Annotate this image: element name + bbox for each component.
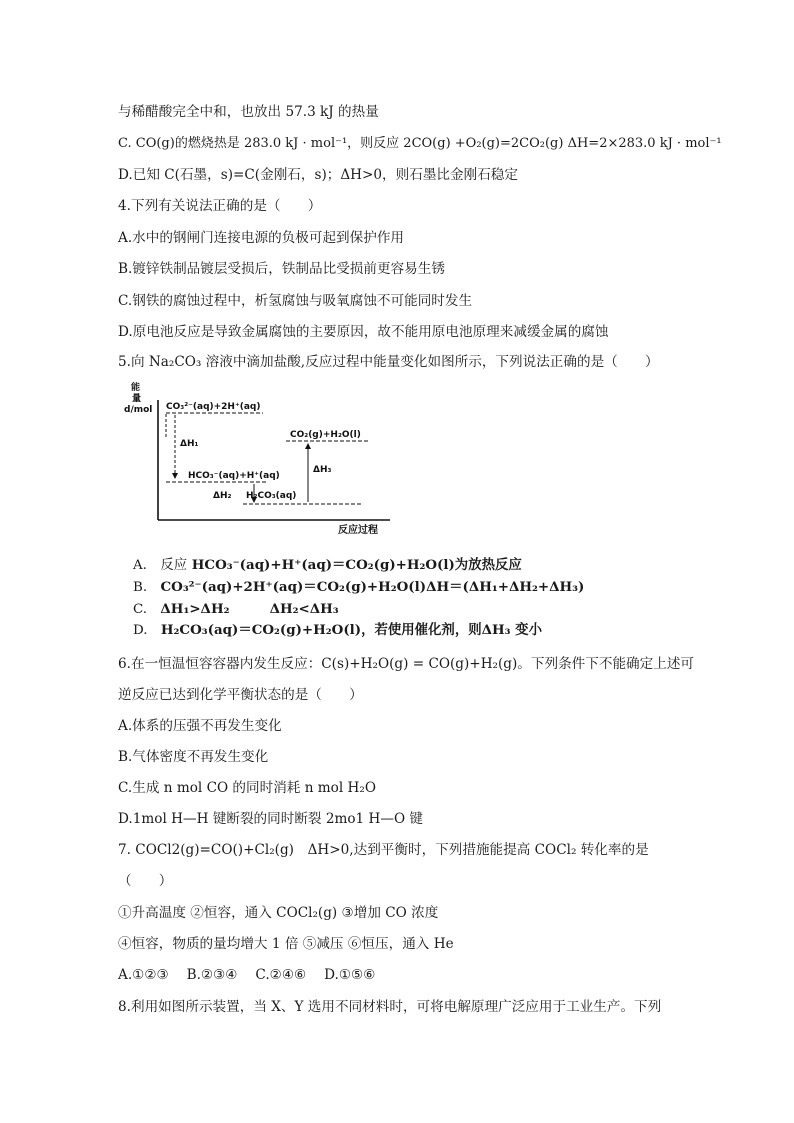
- question-7-conditions-1: ①升高温度 ②恒容，通入 COCl₂(g) ③增加 CO 浓度: [118, 905, 439, 921]
- y-axis-label-2: 量: [132, 394, 142, 404]
- question-8: 8.利用如图所示装置，当 X、Y 选用不同材料时，可将电解原理广泛应用于工业生产。下列: [118, 999, 662, 1015]
- y-axis-unit: d/mol: [124, 405, 153, 415]
- question-6: 6.在一恒温恒容容器内发生反应：C(s)+H₂O(g) = CO(g)+H₂(g)。下列条件下不能确定上述可: [118, 656, 695, 672]
- question-6-option-d: D.1mol H—H 键断裂的同时断裂 2mo1 H—O 键: [118, 811, 424, 827]
- question-4-option-c: C.钢铁的腐蚀过程中，析氢腐蚀与吸氧腐蚀不可能同时发生: [118, 293, 473, 309]
- question-7-conditions-2: ④恒容，物质的量均增大 1 倍 ⑤减压 ⑥恒压，通入 He: [118, 936, 454, 952]
- question-5-option-a: A. 反应 HCO₃⁻(aq)+H⁺(aq)＝CO₂(g)+H₂O(l)为放热反应: [133, 557, 522, 573]
- y-axis-label-1: 能: [131, 383, 141, 393]
- question-5: 5.向 Na₂CO₃ 溶液中滴加盐酸,反应过程中能量变化如图所示，下列说法正确的是（ ）: [118, 354, 659, 370]
- level-4-label: CO₂(g)+H₂O(l): [290, 430, 361, 440]
- question-6-option-b: B.气体密度不再发生变化: [118, 749, 269, 765]
- question-4-option-b: B.镀锌铁制品镀层受损后，铁制品比受损前更容易生锈: [118, 261, 445, 277]
- question-5-option-b: B. CO₃²⁻(aq)+2H⁺(aq)＝CO₂(g)+H₂O(l)ΔH＝(ΔH₁+ΔH₂+ΔH₃): [133, 579, 585, 595]
- question-7-blank: （ ）: [118, 873, 173, 889]
- dh2-label: ΔH₂: [213, 491, 232, 501]
- question-7-options: A.①②③ B.②③④ C.②④⑥ D.①⑤⑥: [118, 967, 376, 983]
- line-2: C. CO(g)的燃烧热是 283.0 kJ · mol⁻¹，则反应 2CO(g) +O₂(g)=2CO₂(g) ΔH=2×283.0 kJ · mol⁻¹: [118, 136, 722, 151]
- dh3-label: ΔH₃: [313, 465, 332, 475]
- question-6-option-c: C.生成 n mol CO 的同时消耗 n mol H₂O: [118, 780, 376, 796]
- level-1-label: CO₃²⁻(aq)+2H⁺(aq): [166, 402, 261, 412]
- question-6-cont: 逆反应已达到化学平衡状态的是（ ）: [118, 687, 363, 703]
- energy-diagram: [118, 378, 408, 538]
- question-6-option-a: A.体系的压强不再发生变化: [118, 718, 282, 734]
- dh1-label: ΔH₁: [180, 439, 199, 449]
- question-4: 4.下列有关说法正确的是（ ）: [118, 198, 322, 214]
- question-5-option-c: C. ΔH₁>ΔH₂ ΔH₂<ΔH₃: [133, 601, 339, 617]
- question-4-option-a: A.水中的钢闸门连接电源的负极可起到保护作用: [118, 230, 405, 246]
- question-5-option-d: D. H₂CO₃(aq)＝CO₂(g)+H₂O(l)，若使用催化剂，则ΔH₃ 变小: [133, 622, 542, 638]
- question-4-option-d: D.原电池反应是导致金属腐蚀的主要原因，故不能用原电池原理来减缓金属的腐蚀: [118, 324, 609, 340]
- line-1: 与稀醋酸完全中和，也放出 57.3 kJ 的热量: [118, 104, 379, 120]
- line-3: D.已知 C(石墨，s)=C(金刚石，s)；ΔH>0，则石墨比金刚石稳定: [118, 167, 518, 183]
- question-7: 7. COCl2(g)=CO()+Cl₂(g) ΔH>0,达到平衡时，下列措施能提高 COCl₂ 转化率的是: [118, 842, 649, 858]
- level-2-label: HCO₃⁻(aq)+H⁺(aq): [188, 471, 280, 481]
- level-3-label: H₂CO₃(aq): [246, 491, 297, 501]
- x-axis-label: 反应过程: [338, 525, 378, 536]
